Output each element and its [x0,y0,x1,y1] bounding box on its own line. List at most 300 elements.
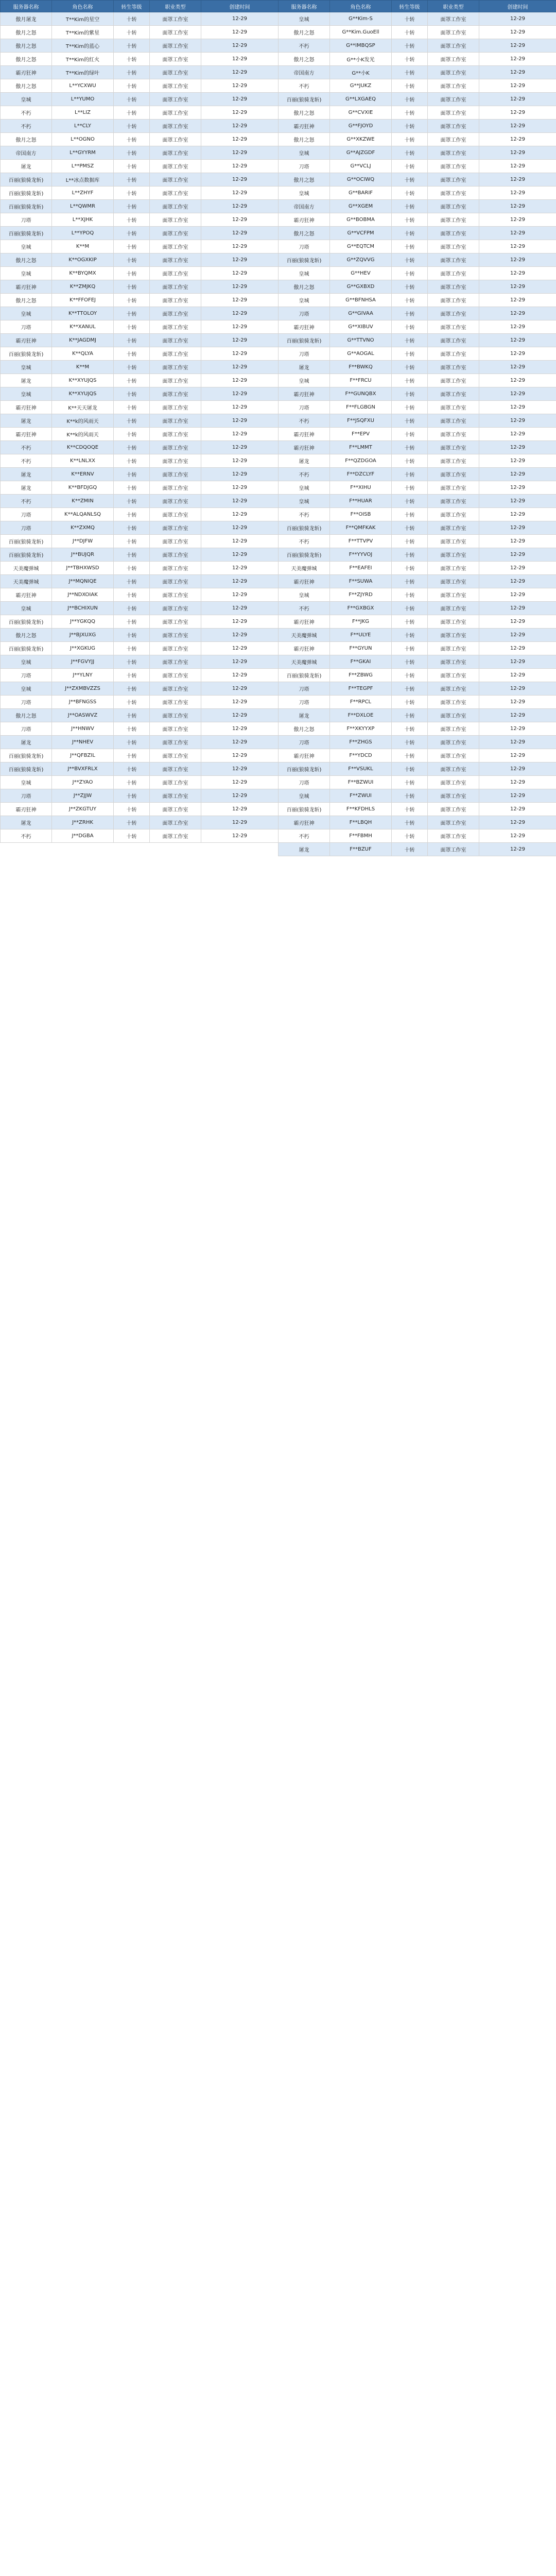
cell-server: 不朽 [279,535,330,548]
cell-time: 12-29 [201,146,279,160]
cell-time: 12-29 [479,602,556,615]
cell-role: J**ZXMBVZZS [52,682,114,696]
cell-role: G**FJOYD [330,120,392,133]
cell-class: 面罩工作室 [150,829,201,843]
table-row [279,213,556,227]
cell-time: 12-29 [201,187,279,200]
cell-time: 12-29 [479,414,556,428]
cell-server: 傲月之怒 [1,253,52,267]
cell-server: 傲月之怒 [1,39,52,53]
cell-role: F**EPV [330,428,392,441]
cell-role: G**GXBXD [330,280,392,294]
table-row [1,253,279,267]
cell-server: 天美魔弹城 [1,575,52,588]
cell-role: F**BWKQ [330,361,392,374]
cell-class: 面罩工作室 [428,629,479,642]
table-row [279,669,556,682]
header-role: 角色名称 [52,1,114,12]
cell-time: 12-29 [479,789,556,803]
cell-time: 12-29 [479,615,556,629]
cell-class: 面罩工作室 [150,213,201,227]
cell-time: 12-29 [201,267,279,280]
cell-time: 12-29 [479,173,556,187]
cell-class: 面罩工作室 [428,722,479,736]
cell-class: 面罩工作室 [150,227,201,240]
cell-level: 十转 [114,414,150,428]
cell-server: 皇城 [279,588,330,602]
cell-level: 十转 [114,374,150,387]
cell-server: 皇城 [279,294,330,307]
cell-level: 十转 [114,629,150,642]
cell-level: 十转 [114,428,150,441]
cell-class: 面罩工作室 [150,441,201,454]
cell-level: 十转 [114,829,150,843]
table-row [1,481,279,495]
cell-class: 面罩工作室 [428,454,479,468]
table-row [1,347,279,361]
cell-server: 皇城 [1,240,52,253]
cell-level: 十转 [392,280,428,294]
table-row [1,602,279,615]
cell-role: G**LXGAEQ [330,93,392,106]
cell-time: 12-29 [201,227,279,240]
cell-time: 12-29 [201,829,279,843]
cell-server: 屠龙 [279,843,330,856]
cell-server: 屠龙 [279,454,330,468]
cell-role: G**BARIF [330,187,392,200]
cell-role: F**EAFEI [330,562,392,575]
cell-role: J**DJFW [52,535,114,548]
table-row [279,347,556,361]
cell-role: G**GIVAA [330,307,392,320]
cell-server: 百丽(狼骑龙斩) [1,227,52,240]
cell-class: 面罩工作室 [428,93,479,106]
cell-server: 天美魔弹城 [279,562,330,575]
cell-role: K**天天屠龙 [52,401,114,414]
cell-server: 刀塔 [279,696,330,709]
cell-time: 12-29 [201,722,279,736]
table-row [1,187,279,200]
cell-class: 面罩工作室 [428,642,479,655]
cell-time: 12-29 [479,294,556,307]
table-row [1,106,279,120]
cell-level: 十转 [392,655,428,669]
cell-class: 面罩工作室 [428,240,479,253]
table-row [1,495,279,508]
cell-role: F**JKG [330,615,392,629]
cell-role: K**LNLXX [52,454,114,468]
cell-time: 12-29 [479,120,556,133]
table-row [279,441,556,454]
cell-level: 十转 [392,227,428,240]
cell-server: 皇城 [1,602,52,615]
table-row [279,629,556,642]
cell-server: 不朽 [1,829,52,843]
cell-level: 十转 [114,66,150,79]
table-row [279,160,556,173]
cell-server: 傲月之怒 [1,709,52,722]
cell-time: 12-29 [201,12,279,26]
cell-class: 面罩工作室 [428,213,479,227]
table-row [279,588,556,602]
cell-time: 12-29 [201,495,279,508]
header-time: 创建时间 [201,1,279,12]
table-row [1,575,279,588]
cell-level: 十转 [392,816,428,829]
cell-time: 12-29 [201,736,279,749]
cell-level: 十转 [392,535,428,548]
cell-time: 12-29 [479,736,556,749]
cell-class: 面罩工作室 [428,387,479,401]
cell-server: 霸刃狂神 [279,816,330,829]
cell-level: 十转 [114,468,150,481]
cell-server: 百丽(狼骑龙斩) [279,669,330,682]
cell-role: J**ZYAO [52,776,114,789]
table-row [279,562,556,575]
cell-server: 帝国南方 [1,146,52,160]
cell-level: 十转 [114,682,150,696]
cell-class: 面罩工作室 [150,39,201,53]
table-row [279,200,556,213]
cell-class: 面罩工作室 [428,709,479,722]
table-row [279,776,556,789]
cell-level: 十转 [114,401,150,414]
cell-level: 十转 [392,562,428,575]
cell-level: 十转 [114,722,150,736]
cell-level: 十转 [392,414,428,428]
cell-time: 12-29 [479,200,556,213]
cell-server: 傲月之怒 [279,173,330,187]
cell-level: 十转 [392,575,428,588]
table-row [279,227,556,240]
cell-time: 12-29 [201,361,279,374]
cell-class: 面罩工作室 [428,26,479,39]
header-class: 职业类型 [150,1,201,12]
cell-level: 十转 [392,93,428,106]
cell-time: 12-29 [201,535,279,548]
cell-server: 刀塔 [1,669,52,682]
cell-time: 12-29 [479,454,556,468]
cell-role: L**CLY [52,120,114,133]
cell-server: 霸刃狂神 [1,803,52,816]
cell-class: 面罩工作室 [428,120,479,133]
cell-role: L**ZHYF [52,187,114,200]
cell-server: 刀塔 [1,722,52,736]
cell-server: 刀塔 [279,160,330,173]
cell-level: 十转 [392,12,428,26]
cell-class: 面罩工作室 [428,200,479,213]
table-row [1,79,279,93]
cell-role: F**LBQH [330,816,392,829]
cell-role: F**ZJYRD [330,588,392,602]
cell-level: 十转 [114,454,150,468]
cell-level: 十转 [114,307,150,320]
cell-role: F**GYUN [330,642,392,655]
cell-role: J**ZKGTUY [52,803,114,816]
cell-class: 面罩工作室 [428,481,479,495]
table-row [279,843,556,856]
cell-level: 十转 [114,602,150,615]
cell-server: 帝国南方 [279,200,330,213]
table-row [279,320,556,334]
table-row [1,749,279,762]
table-row [1,414,279,428]
cell-class: 面罩工作室 [150,588,201,602]
cell-level: 十转 [392,548,428,562]
cell-level: 十转 [392,696,428,709]
cell-role: F**HUAR [330,495,392,508]
cell-server: 百丽(狼骑龙斩) [279,521,330,535]
table-row [279,26,556,39]
cell-role: K**k的风雨天 [52,414,114,428]
cell-role: K**k的风雨天 [52,428,114,441]
table-row [1,588,279,602]
cell-role: G**XGEM [330,200,392,213]
table-row [279,722,556,736]
cell-server: 刀塔 [1,696,52,709]
table-row [279,53,556,66]
cell-class: 面罩工作室 [428,548,479,562]
cell-class: 面罩工作室 [150,280,201,294]
cell-role: J**BFNGSS [52,696,114,709]
cell-role: F**XIHU [330,481,392,495]
cell-class: 面罩工作室 [150,374,201,387]
cell-time: 12-29 [479,468,556,481]
cell-class: 面罩工作室 [150,294,201,307]
cell-class: 面罩工作室 [428,776,479,789]
cell-role: F**RPCL [330,696,392,709]
cell-server: 霸刃狂神 [279,387,330,401]
cell-role: F**OISB [330,508,392,521]
cell-time: 12-29 [479,106,556,120]
cell-level: 十转 [392,53,428,66]
table-row [279,521,556,535]
cell-level: 十转 [114,535,150,548]
cell-server: 皇城 [1,267,52,280]
cell-level: 十转 [114,642,150,655]
table-row [1,655,279,669]
cell-server: 皇城 [279,187,330,200]
cell-level: 十转 [392,454,428,468]
cell-time: 12-29 [479,548,556,562]
cell-class: 面罩工作室 [150,521,201,535]
cell-server: 傲月之怒 [1,53,52,66]
left-ranking-table [0,0,279,843]
cell-class: 面罩工作室 [150,468,201,481]
table-row [1,66,279,79]
cell-class: 面罩工作室 [428,829,479,843]
cell-level: 十转 [392,320,428,334]
cell-level: 十转 [114,53,150,66]
table-row [1,173,279,187]
cell-role: K**XYUJQS [52,387,114,401]
table-row [1,776,279,789]
cell-time: 12-29 [479,160,556,173]
cell-time: 12-29 [201,253,279,267]
cell-role: G**XIBUV [330,320,392,334]
table-row [1,307,279,320]
cell-level: 十转 [392,642,428,655]
cell-server: 皇城 [1,655,52,669]
cell-level: 十转 [114,762,150,776]
table-row [279,575,556,588]
cell-level: 十转 [114,173,150,187]
cell-server: 霸刃狂神 [279,120,330,133]
cell-time: 12-29 [479,146,556,160]
right-ranking-table [278,0,556,856]
cell-server: 霸刃狂神 [279,642,330,655]
cell-role: G**AJZGDF [330,146,392,160]
table-row [1,39,279,53]
cell-level: 十转 [392,736,428,749]
cell-server: 傲月屠龙 [1,12,52,26]
cell-level: 十转 [392,200,428,213]
cell-role: T**Kim的紫星 [52,26,114,39]
cell-class: 面罩工作室 [428,187,479,200]
cell-server: 皇城 [279,789,330,803]
cell-role: T**Kim的红火 [52,53,114,66]
table-row [1,803,279,816]
table-row [1,280,279,294]
cell-server: 屠龙 [1,160,52,173]
table-row [1,762,279,776]
cell-time: 12-29 [201,53,279,66]
cell-role: J**BCHIXUN [52,602,114,615]
cell-class: 面罩工作室 [150,307,201,320]
cell-server: 霸刃狂神 [279,213,330,227]
table-row [279,642,556,655]
cell-class: 面罩工作室 [150,320,201,334]
cell-time: 12-29 [201,120,279,133]
cell-role: F**ULYE [330,629,392,642]
cell-time: 12-29 [479,669,556,682]
cell-role: J**YGKQQ [52,615,114,629]
cell-role: K**ZMIN [52,495,114,508]
table-row [279,655,556,669]
cell-role: J**BUJQR [52,548,114,562]
table-row [279,187,556,200]
cell-server: 傲月之怒 [1,133,52,146]
cell-role: F**DXLOE [330,709,392,722]
cell-time: 12-29 [201,521,279,535]
cell-class: 面罩工作室 [150,575,201,588]
cell-class: 面罩工作室 [428,803,479,816]
table-row [279,829,556,843]
table-row [279,79,556,93]
cell-time: 12-29 [201,789,279,803]
cell-time: 12-29 [201,160,279,173]
cell-level: 十转 [114,200,150,213]
cell-server: 傲月之怒 [279,106,330,120]
cell-role: K**M [52,240,114,253]
cell-time: 12-29 [479,508,556,521]
cell-server: 不朽 [1,106,52,120]
table-row [1,361,279,374]
table-row [279,66,556,79]
cell-level: 十转 [392,146,428,160]
cell-time: 12-29 [479,803,556,816]
right-table-body [279,12,556,856]
cell-server: 百丽(狼骑龙斩) [1,347,52,361]
cell-role: F**ZBWG [330,669,392,682]
cell-time: 12-29 [479,816,556,829]
cell-role: J**HNWV [52,722,114,736]
cell-server: 傲月之怒 [1,79,52,93]
table-row [1,53,279,66]
cell-level: 十转 [392,495,428,508]
table-row [279,696,556,709]
cell-server: 刀塔 [279,347,330,361]
table-row [1,642,279,655]
cell-server: 百丽(狼骑龙斩) [1,762,52,776]
cell-time: 12-29 [201,79,279,93]
cell-time: 12-29 [479,843,556,856]
cell-class: 面罩工作室 [150,106,201,120]
cell-class: 面罩工作室 [428,133,479,146]
cell-server: 霸刃狂神 [279,615,330,629]
cell-time: 12-29 [479,66,556,79]
cell-time: 12-29 [201,454,279,468]
cell-time: 12-29 [201,387,279,401]
cell-server: 傲月之怒 [279,722,330,736]
cell-level: 十转 [114,106,150,120]
table-row [279,682,556,696]
table-row [1,682,279,696]
cell-role: L**YCXWU [52,79,114,93]
cell-time: 12-29 [479,227,556,240]
cell-time: 12-29 [479,334,556,347]
cell-server: 不朽 [279,829,330,843]
cell-role: K**ZXMQ [52,521,114,535]
cell-role: L**LIZ [52,106,114,120]
cell-time: 12-29 [479,575,556,588]
cell-time: 12-29 [201,200,279,213]
table-row [1,441,279,454]
cell-server: 不朽 [279,602,330,615]
cell-role: F**FRCU [330,374,392,387]
header-level: 转生等级 [392,1,428,12]
cell-time: 12-29 [479,441,556,454]
cell-level: 十转 [114,334,150,347]
cell-class: 面罩工作室 [428,334,479,347]
cell-class: 面罩工作室 [150,481,201,495]
cell-role: J**YLNY [52,669,114,682]
header-level: 转生等级 [114,1,150,12]
cell-role: J**QFBZIL [52,749,114,762]
cell-class: 面罩工作室 [428,535,479,548]
right-table-header [279,1,556,12]
cell-role: F**TEGPF [330,682,392,696]
cell-level: 十转 [392,39,428,53]
cell-level: 十转 [392,79,428,93]
cell-time: 12-29 [201,562,279,575]
cell-class: 面罩工作室 [150,428,201,441]
cell-server: 天美魔弹城 [279,629,330,642]
cell-level: 十转 [114,187,150,200]
cell-role: G**IMBQSP [330,39,392,53]
cell-server: 百丽(狼骑龙斩) [279,334,330,347]
cell-server: 不朽 [1,120,52,133]
cell-time: 12-29 [479,253,556,267]
cell-level: 十转 [392,521,428,535]
cell-role: J**ZRHK [52,816,114,829]
cell-level: 十转 [392,428,428,441]
cell-level: 十转 [114,736,150,749]
cell-role: G**Kim-S [330,12,392,26]
cell-class: 面罩工作室 [428,66,479,79]
cell-class: 面罩工作室 [428,307,479,320]
table-row [279,374,556,387]
